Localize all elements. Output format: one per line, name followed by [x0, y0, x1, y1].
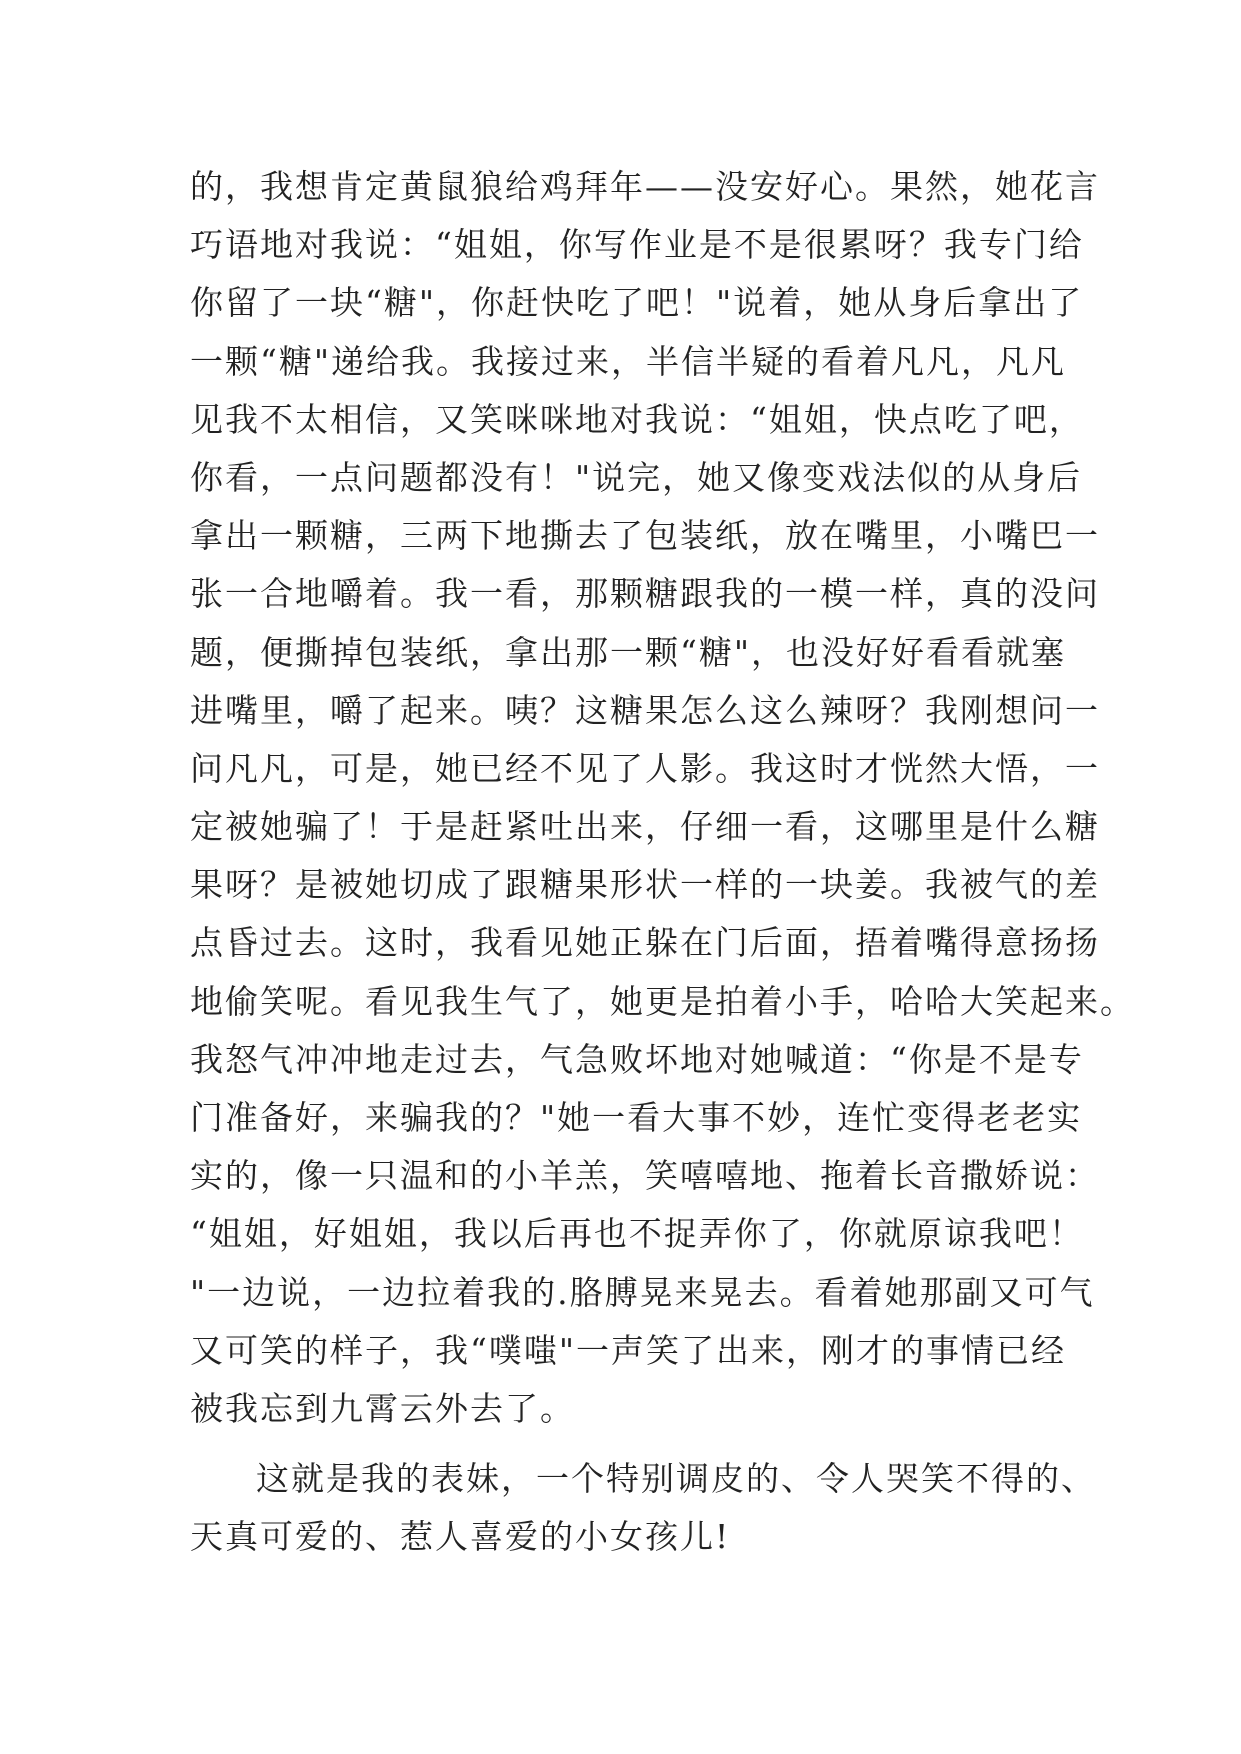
- text-line: "一边说，一边拉着我的.胳膊晃来晃去。看着她那副又可气: [190, 1272, 1095, 1312]
- text-line: 拿出一颗糖，三两下地撕去了包装纸，放在嘴里，小嘴巴一: [190, 516, 1100, 556]
- text-line: 你留了一块“糖"，你赶快吃了吧！"说着，她从身后拿出了: [190, 283, 1084, 323]
- text-line: 的，我想肯定黄鼠狼给鸡拜年——没安好心。果然，她花言: [190, 167, 1100, 206]
- paragraph-spacer: [190, 1438, 1070, 1450]
- text-line: 实的，像一只温和的小羊羔，笑嘻嘻地、拖着长音撒娇说：: [190, 1156, 1100, 1196]
- text-line: 门准备好，来骗我的？"她一看大事不妙，连忙变得老老实: [190, 1098, 1083, 1137]
- paragraph-2: [190, 1450, 1096, 1566]
- document-body: [190, 158, 1135, 1567]
- text-line: 天真可爱的、惹人喜爱的小女孩儿!: [190, 1517, 731, 1557]
- text-line: 果呀？是被她切成了跟糖果形状一样的一块姜。我被气的差: [190, 865, 1100, 905]
- text-line: 进嘴里，嚼了起来。咦？这糖果怎么这么辣呀？我刚想问一: [190, 690, 1100, 730]
- text-line: “姐姐，好姐姐，我以后再也不捉弄你了，你就原谅我吧！: [190, 1214, 1084, 1254]
- text-line: 地偷笑呢。看见我生气了，她更是拍着小手，哈哈大笑起来。: [190, 981, 1135, 1021]
- text-line-indented: 这就是我的表妹，一个特别调皮的、令人哭笑不得的、: [256, 1459, 1096, 1499]
- text-line: 问凡凡，可是，她已经不见了人影。我这时才恍然大悟，一: [190, 748, 1100, 788]
- text-line: 被我忘到九霄云外去了。: [190, 1388, 575, 1428]
- text-line: 你看，一点问题都没有！"说完，她又像变戏法似的从身后: [190, 457, 1083, 497]
- text-line: 见我不太相信，又笑咪咪地对我说：“姐姐，快点吃了吧，: [190, 399, 1084, 439]
- text-line: 点昏过去。这时，我看见她正躲在门后面，捂着嘴得意扬扬: [190, 923, 1100, 963]
- text-line: 张一合地嚼着。我一看，那颗糖跟我的一模一样，真的没问: [190, 574, 1100, 614]
- text-line: 题，便撕掉包装纸，拿出那一颗“糖"，也没好好看看就塞: [190, 632, 1067, 672]
- text-line: 我怒气冲冲地走过去，气急败坏地对她喊道：“你是不是专: [190, 1039, 1084, 1079]
- text-line: 一颗“糖"递给我。我接过来，半信半疑的看着凡凡，凡凡: [190, 341, 1067, 381]
- text-line: 又可笑的样子，我“噗嗤"一声笑了出来，刚才的事情已经: [190, 1330, 1067, 1370]
- paragraph-1: [190, 158, 1135, 1438]
- text-line: 巧语地对我说：“姐姐，你写作业是不是很累呀？我专门给: [190, 225, 1084, 265]
- text-line: 定被她骗了！于是赶紧吐出来，仔细一看，这哪里是什么糖: [190, 807, 1100, 847]
